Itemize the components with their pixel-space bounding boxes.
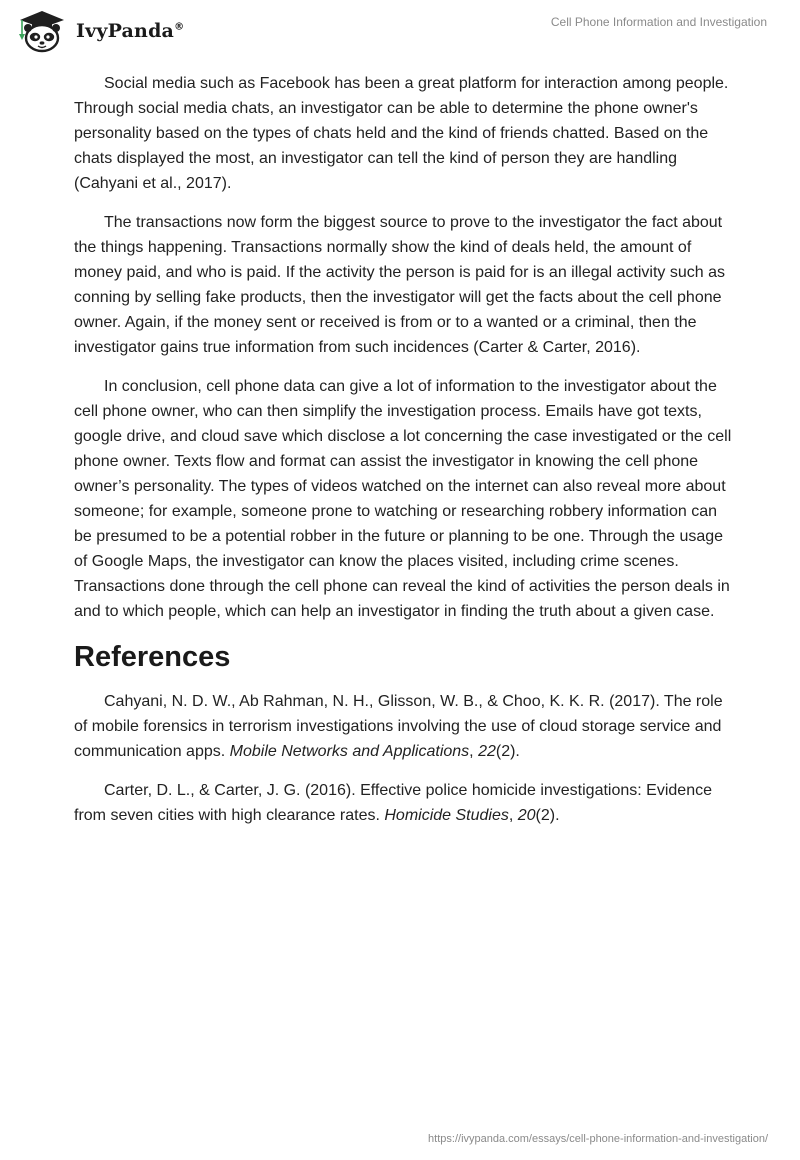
reference-citation: Cahyani, N. D. W., Ab Rahman, N. H., Glisson, W. B., & Choo, K. K. R. (2017). The role of mobile forensics in terrorism investigations involving the use of cloud storage service and communication apps. bbox=[74, 693, 723, 760]
reference-issue: (2). bbox=[495, 743, 520, 760]
brand-name: IvyPanda® bbox=[76, 20, 185, 42]
ivypanda-logo[interactable] bbox=[14, 8, 184, 54]
reference-separator: , bbox=[469, 743, 479, 760]
reference-journal: Homicide Studies bbox=[384, 807, 509, 824]
reference-volume: 22 bbox=[478, 743, 496, 760]
reference-entry bbox=[74, 689, 734, 764]
reference-entry bbox=[74, 778, 734, 828]
reference-separator: , bbox=[508, 807, 518, 824]
reference-volume: 20 bbox=[517, 807, 536, 824]
body-paragraph: The transactions now form the biggest source to prove to the investigator the fact about the things happening. Transactions normally show the kind of deals held, the amount of money paid, and who is paid. If the activity the person is paid for is an illegal activity such as conning by selling fake products, then the investigator will get the facts about the cell phone owner. Again, if the money sent or received is from or to a wanted or a criminal, then the investigator gains true information from such incidences (Carter & Carter, 2016). bbox=[74, 214, 726, 356]
references-heading: References bbox=[74, 641, 231, 673]
reference-issue: (2). bbox=[535, 807, 560, 824]
reference-citation: Carter, D. L., & Carter, J. G. (2016). Effective police homicide investigations: Evidence from seven cities with high clearance rates. bbox=[74, 782, 712, 824]
panda-logo-icon bbox=[14, 8, 70, 54]
page-header bbox=[0, 0, 800, 60]
reference-journal: Mobile Networks and Applications bbox=[229, 743, 470, 760]
registered-mark: ® bbox=[174, 21, 185, 33]
body-paragraph: In conclusion, cell phone data can give a lot of information to the investigator about the cell phone owner, who can then simplify the investigation process. Emails have got texts, google drive, and cloud save which disclose a lot concerning the case investigated or the cell phone owner. Texts flow and format can assist the investigator in knowing the cell phone owner’s personality. The types of videos watched on the internet can also reveal more about someone; for example, someone prone to watching or researching robbery information can be presumed to be a potential robber in the future or planning to be one. Through the usage of Google Maps, the investigator can know the places visited, including crime scenes. Transactions done through the cell phone can reveal the kind of activities the person deals in and to which people, which can help an investigator in finding the truth about a given case. bbox=[74, 378, 732, 620]
essay-body bbox=[74, 71, 734, 842]
document-title: Cell Phone Information and Investigation bbox=[550, 15, 767, 29]
source-url-link[interactable]: https://ivypanda.com/essays/cell-phone-information-and-investigation/ bbox=[428, 1133, 768, 1145]
body-paragraph: Social media such as Facebook has been a great platform for interaction among people. Through social media chats, an investigator can be able to determine the phone owner's personality based on the types of chats held and the kind of friends chatted. Based on the chats displayed the most, an investigator can tell the kind of person they are handling (Cahyani et al., 2017). bbox=[74, 75, 729, 192]
